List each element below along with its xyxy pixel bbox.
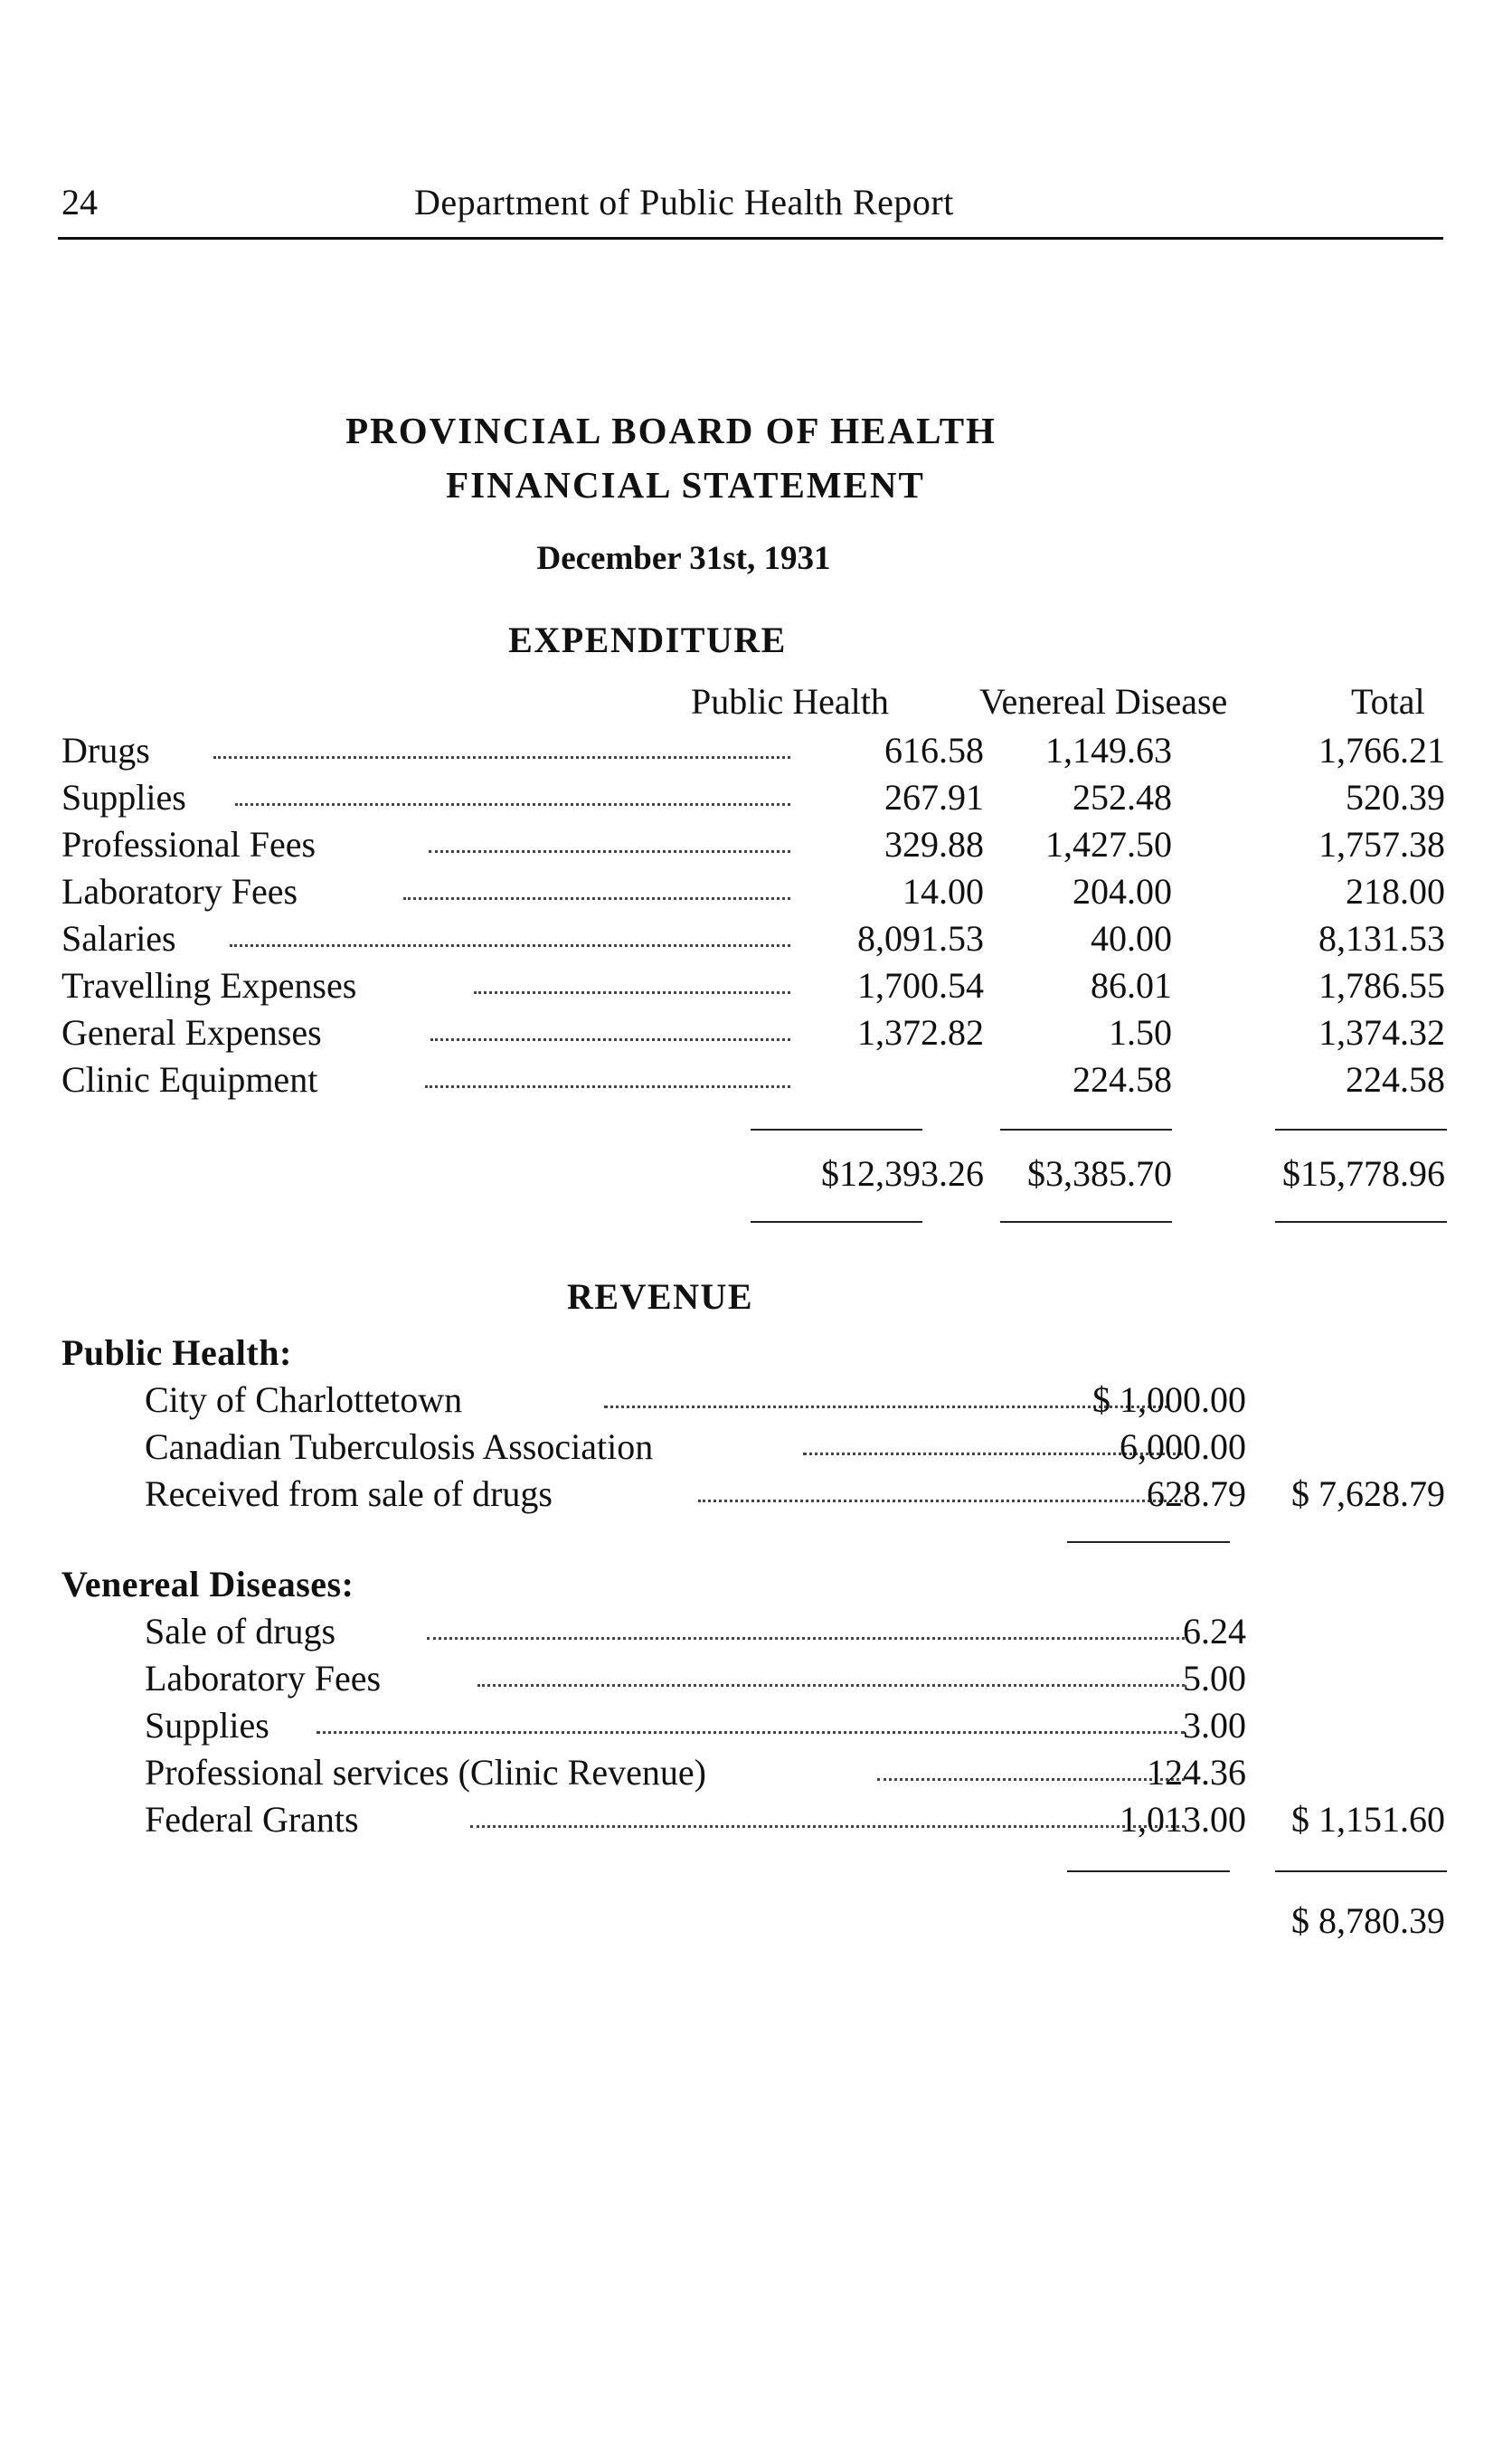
revenue-row [145,1425,1445,1472]
dot-leader [470,1825,1185,1828]
revenue-row [145,1657,1445,1704]
revenue-row [145,1704,1445,1751]
dot-leader [604,1406,1168,1408]
revenue-row [145,1798,1445,1845]
revenue-label: Supplies [145,1705,269,1746]
revenue-amount: 6,000.00 [1120,1426,1246,1467]
public-health-amount: 1,372.82 [857,1012,984,1053]
total-rule [1000,1129,1172,1131]
expenditure-label: Supplies [61,777,186,818]
revenue-amount: 5.00 [1183,1658,1246,1699]
revenue-label: Professional services (Clinic Revenue) [145,1752,706,1793]
revenue-amount: 1,013.00 [1120,1799,1246,1840]
dot-leader [403,897,790,900]
column-header-venereal-disease: Venereal Disease [979,681,1228,722]
revenue-subtotal: $ 1,151.60 [1291,1799,1445,1840]
venereal-disease-amount: 224.58 [1073,1059,1172,1100]
venereal-disease-amount: 252.48 [1073,777,1172,818]
expenditure-row [61,964,1445,1011]
revenue-amount: 6.24 [1183,1611,1246,1652]
venereal-disease-amount: 1,149.63 [1045,730,1172,771]
revenue-amount: 124.36 [1147,1752,1246,1793]
revenue-amount: 3.00 [1183,1705,1246,1746]
public-health-revenue-heading: Public Health: [61,1332,292,1373]
dot-leader [213,756,790,759]
public-health-amount: 1,700.54 [857,965,984,1006]
total-amount: 1,786.55 [1318,965,1445,1006]
venereal-disease-amount: 1,427.50 [1045,824,1172,865]
venereal-diseases-revenue-heading: Venereal Diseases: [61,1564,354,1604]
total-rule [751,1221,922,1223]
public-health-total: $12,393.26 [821,1153,984,1194]
total-amount: 224.58 [1346,1059,1445,1100]
expenditure-row [61,729,1445,776]
venereal-disease-amount: 86.01 [1091,965,1172,1006]
total-amount: 520.39 [1346,777,1445,818]
expenditure-label: Travelling Expenses [61,965,357,1006]
expenditure-row [61,1011,1445,1058]
expenditure-row [61,870,1445,917]
public-health-amount: 329.88 [884,824,984,865]
revenue-row [145,1751,1445,1798]
total-amount: 1,766.21 [1318,730,1445,771]
column-header-total: Total [1351,681,1425,722]
revenue-row [145,1610,1445,1657]
venereal-disease-amount: 1.50 [1109,1012,1172,1053]
revenue-row [145,1472,1445,1519]
total-rule [1000,1221,1172,1223]
expenditure-totals-row [61,1152,1445,1199]
dot-leader [235,803,790,806]
dot-leader [425,1085,790,1088]
public-health-amount: 616.58 [884,730,984,771]
expenditure-label: Clinic Equipment [61,1059,318,1100]
revenue-heading: REVENUE [566,1276,754,1317]
expenditure-label: General Expenses [61,1012,322,1053]
total-rule [1275,1221,1447,1223]
dot-leader [430,1038,790,1041]
revenue-amount: 628.79 [1147,1473,1246,1514]
expenditure-row [61,1058,1445,1105]
statement-date: December 31st, 1931 [536,540,831,577]
page-number: 24 [61,182,98,222]
revenue-row [145,1378,1445,1425]
dot-leader [474,991,790,994]
header-rule [58,237,1443,240]
revenue-label: City of Charlottetown [145,1379,463,1420]
revenue-label: Laboratory Fees [145,1658,382,1699]
total-amount: 1,374.32 [1318,1012,1445,1053]
revenue-label: Federal Grants [145,1799,359,1840]
column-header-public-health: Public Health [691,681,889,722]
subtotal-rule [1067,1541,1230,1543]
dot-leader [427,1637,1185,1640]
expenditure-label: Drugs [61,730,150,771]
expenditure-heading: EXPENDITURE [508,620,787,660]
statement-title: FINANCIAL STATEMENT [446,464,925,506]
venereal-disease-amount: 204.00 [1073,871,1172,912]
total-amount: 1,757.38 [1318,824,1445,865]
revenue-label: Sale of drugs [145,1611,336,1652]
expenditure-label: Laboratory Fees [61,871,298,912]
running-title: Department of Public Health Report [414,182,954,222]
public-health-amount: 14.00 [902,871,984,912]
dot-leader [317,1731,1185,1734]
total-amount: 218.00 [1346,871,1445,912]
revenue-subtotal: $ 7,628.79 [1291,1473,1445,1514]
total-rule [751,1129,922,1131]
total-rule [1275,1129,1447,1131]
expenditure-row [61,917,1445,964]
revenue-label: Canadian Tuberculosis Association [145,1426,654,1467]
dot-leader [877,1778,1185,1781]
grand-expenditure-total: $15,778.96 [1282,1153,1445,1194]
subtotal-rule [1275,1870,1447,1872]
subtotal-rule [1067,1870,1230,1872]
board-title: PROVINCIAL BOARD OF HEALTH [345,410,997,451]
total-amount: 8,131.53 [1318,918,1445,959]
expenditure-label: Salaries [61,918,176,959]
revenue-label: Received from sale of drugs [145,1473,553,1514]
expenditure-label: Professional Fees [61,824,317,865]
expenditure-row [61,823,1445,870]
dot-leader [230,944,790,947]
venereal-disease-amount: 40.00 [1091,918,1172,959]
dot-leader [477,1684,1185,1687]
venereal-disease-total: $3,385.70 [1027,1153,1172,1194]
revenue-amount: $ 1,000.00 [1092,1379,1246,1420]
public-health-amount: 267.91 [884,777,984,818]
expenditure-row [61,776,1445,823]
revenue-grand-total: $ 8,780.39 [1291,1900,1445,1941]
dot-leader [429,850,790,853]
dot-leader [698,1500,1183,1502]
public-health-amount: 8,091.53 [857,918,984,959]
